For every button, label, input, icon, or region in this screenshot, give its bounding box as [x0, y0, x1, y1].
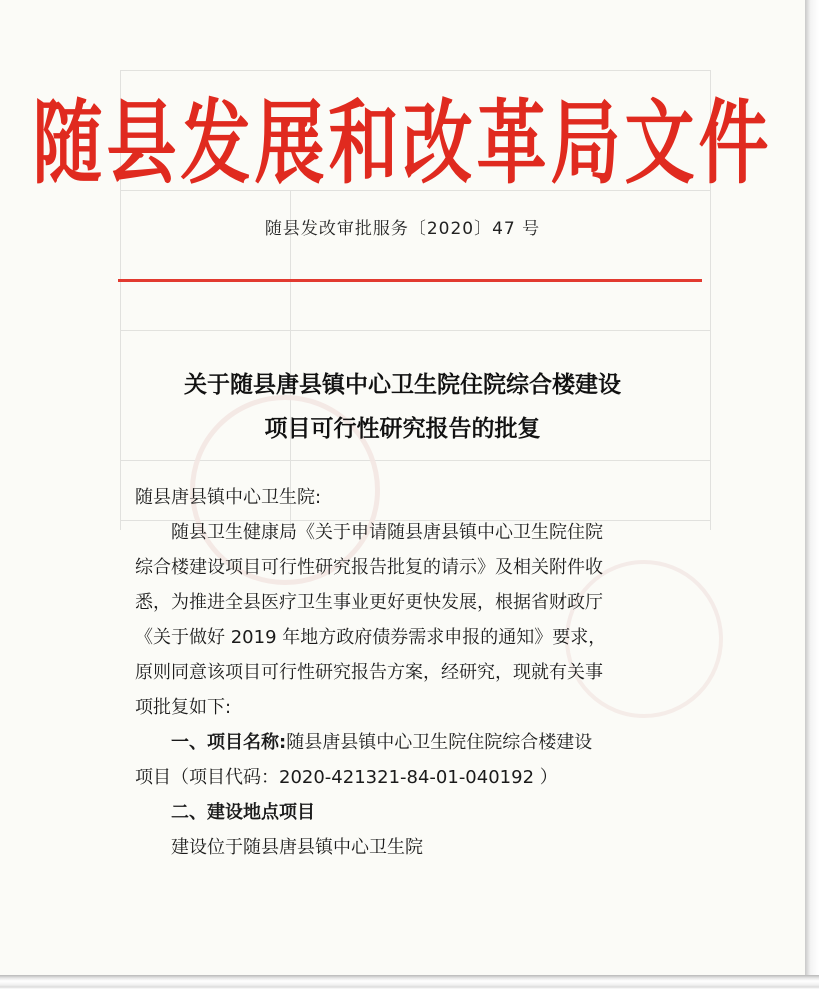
item-2-heading: 二、建设地点项目 [171, 802, 315, 823]
paragraph-line: 《关于做好 2019 年地方政府债券需求申报的通知》要求， [135, 627, 607, 648]
title-line-1: 关于随县唐县镇中心卫生院住院综合楼建设 [184, 371, 621, 398]
item-2-text: 建设位于随县唐县镇中心卫生院 [171, 837, 423, 858]
paragraph-line: 悉，为推进全县医疗卫生事业更好更快发展，根据省财政厅 [135, 592, 603, 613]
red-divider-rule [118, 279, 702, 282]
item-1-label: 一、项目名称: [171, 732, 287, 753]
item-1-project-code: 项目（项目代码：2020-421321-84-01-040192 ） [135, 767, 558, 788]
paragraph-line: 原则同意该项目可行性研究报告方案，经研究，现就有关事 [135, 662, 603, 683]
item-1-text: 随县唐县镇中心卫生院住院综合楼建设 [286, 732, 593, 753]
item-1-project-name [135, 725, 695, 760]
document-title [0, 363, 805, 451]
paragraph-line: 项批复如下: [135, 697, 232, 718]
addressee: 随县唐县镇中心卫生院: [135, 487, 322, 508]
document-body [135, 480, 695, 865]
issuer-masthead: 随县发展和改革局文件 [32, 88, 773, 197]
paragraph-line: 综合楼建设项目可行性研究报告批复的请示》及相关附件收 [135, 557, 603, 578]
page-edge-bottom [0, 975, 819, 1000]
document-number: 随县发改审批服务〔2020〕47 号 [264, 219, 541, 239]
title-line-2: 项目可行性研究报告的批复 [264, 415, 541, 442]
paragraph-line: 随县卫生健康局《关于申请随县唐县镇中心卫生院住院 [171, 522, 603, 543]
paragraph-1 [135, 515, 695, 725]
page-edge-right [805, 0, 819, 1000]
